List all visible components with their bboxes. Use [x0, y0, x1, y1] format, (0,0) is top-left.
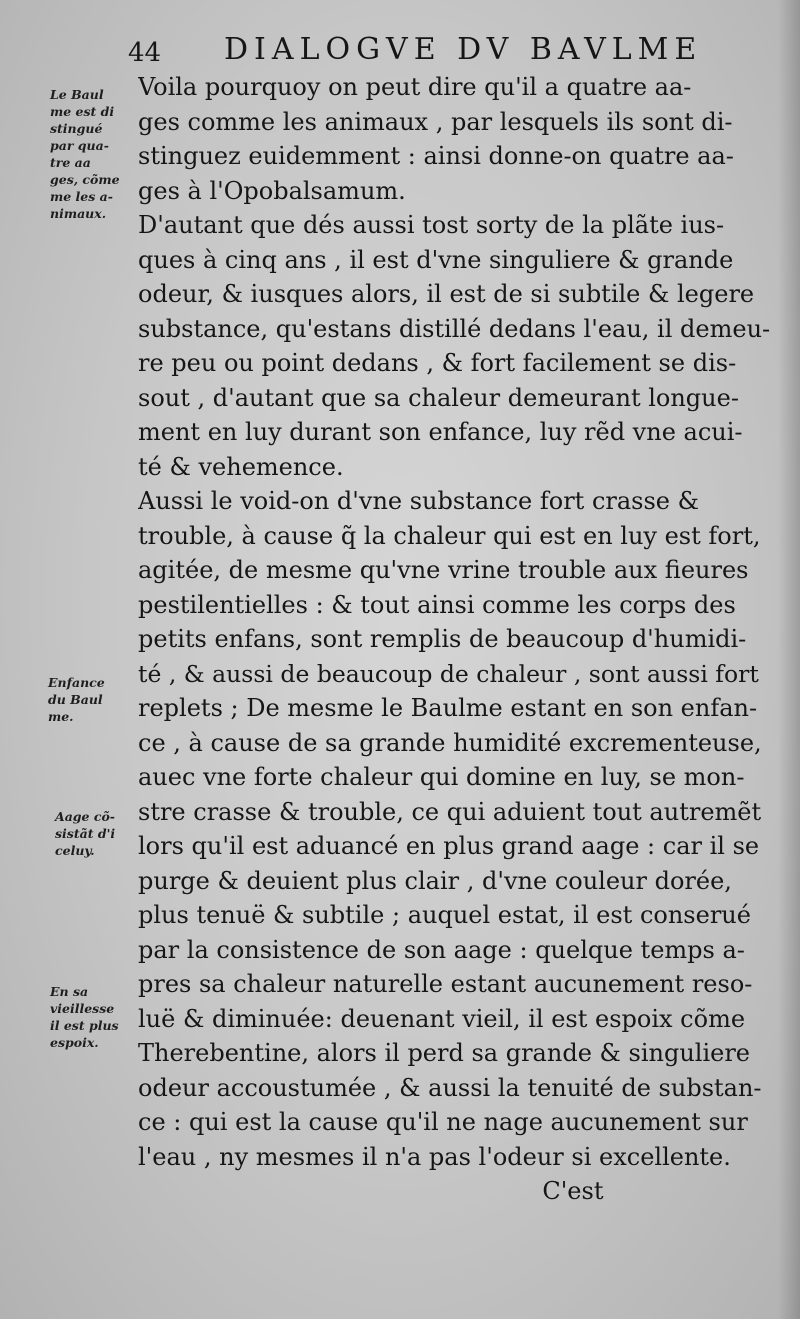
text-line: stre crasse & trouble, ce qui aduient tout autremẽt [138, 797, 762, 826]
text-line: Therebentine, alors il perd sa grande & singuliere [138, 1039, 751, 1067]
text-line: lors qu'il est aduancé en plus grand aage : car il se [138, 832, 760, 860]
margin-note-line: par qua- [50, 138, 109, 153]
text-line: purge & deuient plus clair , d'vne couleur dorée, [138, 866, 732, 895]
margin-note-line: Enfance [48, 675, 105, 690]
catchword-line: C'est [138, 1177, 604, 1205]
text-line: par la consistence de son aage : quelque temps a- [138, 935, 745, 964]
text-line: odeur, & iusques alors, il est de si subtile & legere [138, 280, 755, 308]
running-head: DIALOGVE DV BAVLME [224, 32, 703, 67]
margin-note-line: sistãt d'i [55, 826, 116, 841]
text-line: ques à cinq ans , il est d'vne singuliere & grande [138, 245, 734, 274]
margin-note-line: espoix. [50, 1035, 99, 1050]
text-line: agitée, de mesme qu'vne vrine trouble aux fieures [138, 556, 749, 584]
text-line: ce : qui est la cause qu'il ne nage aucunement sur [138, 1108, 748, 1136]
margin-note-mature-age [55, 808, 135, 859]
margin-note-line: me les a- [50, 189, 113, 204]
page-number: 44 [128, 38, 162, 68]
margin-note-line: vieillesse [50, 1001, 115, 1016]
text-line: re peu ou point dedans , & fort facilement se dis- [138, 349, 737, 377]
margin-note-line: tre aa [50, 155, 91, 170]
text-line: pres sa chaleur naturelle estant aucunement reso- [138, 970, 753, 998]
text-line: ges comme les animaux , par lesquels ils sont di- [138, 107, 733, 136]
text-line: té , & aussi de beaucoup de chaleur , sont aussi fort [138, 659, 759, 688]
margin-note-ages [50, 86, 130, 222]
text-line: D'autant que dés aussi tost sorty de la plãte ius- [138, 211, 725, 239]
margin-note-line: du Baul [48, 692, 103, 707]
text-line: Aussi le void-on d'vne substance fort crasse & [138, 487, 699, 515]
text-line: odeur accoustumée , & aussi la tenuité de substan- [138, 1073, 762, 1102]
text-line: replets ; De mesme le Baulme estant en son enfan- [138, 694, 758, 722]
text-line: ges à l'Opobalsamum. [138, 176, 406, 205]
body-text [138, 70, 770, 1209]
page-gutter-shadow [778, 0, 800, 1319]
text-line: substance, qu'estans distillé dedans l'eau, il demeu- [138, 314, 770, 343]
text-line: pestilentielles : & tout ainsi comme les corps des [138, 590, 736, 619]
page-header [128, 32, 768, 72]
margin-note-line: Aage cõ- [55, 809, 115, 824]
text-line: petits enfans, sont remplis de beaucoup d'humidi- [138, 625, 747, 653]
margin-note-line: celuy. [55, 843, 95, 858]
text-line: Voila pourquoy on peut dire qu'il a quatre aa- [138, 73, 692, 101]
margin-note-line: me est di [50, 104, 115, 119]
text-line: ment en luy durant son enfance, luy rẽd vne acui- [138, 418, 743, 446]
text-line: auec vne forte chaleur qui domine en luy, se mon- [138, 763, 745, 791]
text-line: l'eau , ny mesmes il n'a pas l'odeur si excellente. [138, 1142, 731, 1171]
text-line: luë & diminuée: deuenant vieil, il est espoix cõme [138, 1004, 746, 1033]
margin-note-old-age [50, 983, 136, 1051]
margin-note-line: il est plus [50, 1018, 119, 1033]
margin-note-childhood [48, 674, 130, 725]
text-line: trouble, à cause q̃ la chaleur qui est en luy est fort, [138, 521, 761, 550]
text-line: té & vehemence. [138, 452, 344, 481]
text-line: plus tenuë & subtile ; auquel estat, il est conserué [138, 901, 751, 929]
margin-note-line: Le Baul [50, 87, 104, 102]
margin-note-line: nimaux. [50, 206, 107, 221]
text-line: sout , d'autant que sa chaleur demeurant longue- [138, 383, 739, 412]
margin-note-line: stingué [50, 121, 103, 136]
text-line: stinguez euidemment : ainsi donne-on quatre aa- [138, 142, 734, 170]
margin-note-line: En sa [50, 984, 89, 999]
text-line: ce , à cause de sa grande humidité excrementeuse, [138, 728, 762, 757]
margin-note-line: me. [48, 709, 74, 724]
margin-note-line: ges, cõme [50, 172, 120, 187]
